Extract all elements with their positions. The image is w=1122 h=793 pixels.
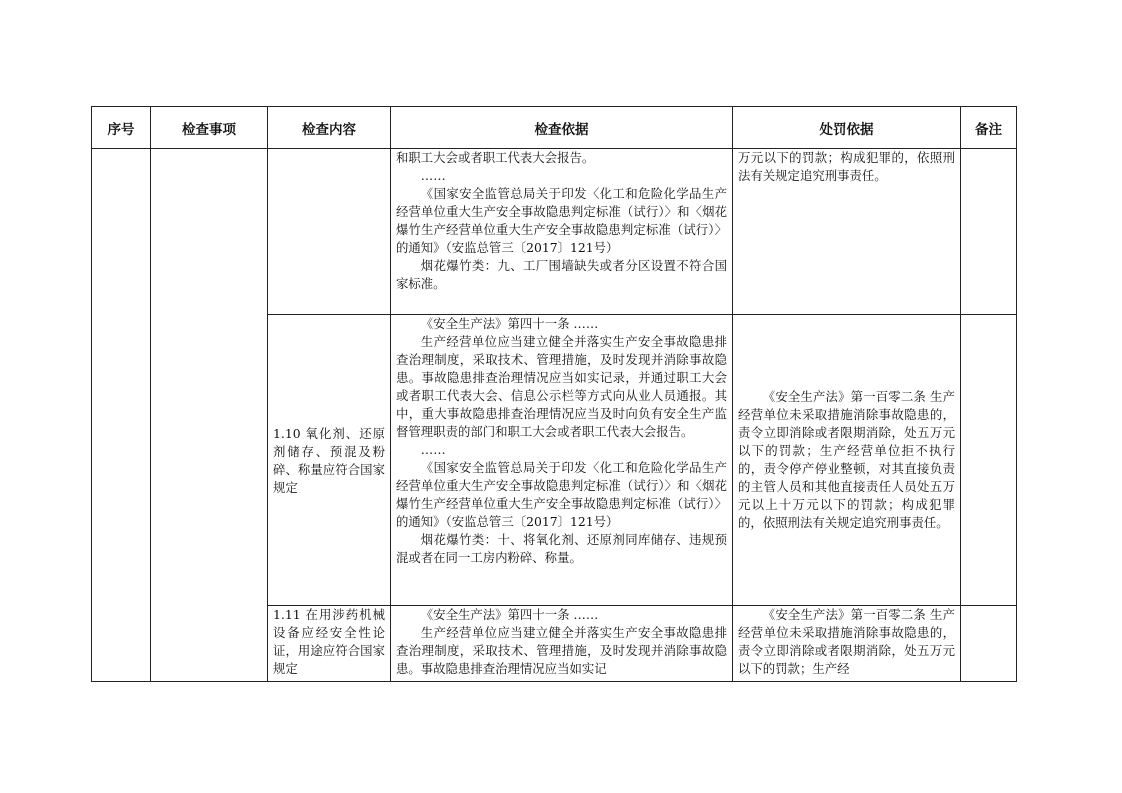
penalty-text: 万元以下的罚款；构成犯罪的，依照刑法有关规定追究刑事责任。 [738, 150, 955, 183]
penalty-basis-cell [733, 149, 961, 315]
table-header-row [92, 107, 1017, 149]
check-content-cell [268, 315, 391, 606]
basis-text: 《国家安全监管总局关于印发〈化工和危险化学品生产经营单位重大生产安全事故隐患判定标准（试行）〉和〈烟花爆竹生产经营单位重大生产安全事故隐患判定标准（试行）〉的通知》（安监总管三〔2017〕121号） [396, 186, 727, 255]
check-basis-cell [391, 149, 733, 315]
header-penalty-basis: 处罚依据 [733, 107, 961, 149]
ellipsis-text: …… [420, 442, 446, 457]
basis-text: 《国家安全监管总局关于印发〈化工和危险化学品生产经营单位重大生产安全事故隐患判定标准（试行）〉和〈烟花爆竹生产经营单位重大生产安全事故隐患判定标准（试行）〉的通知》（安监总管三〔2017〕121号） [396, 460, 727, 529]
penalty-basis-cell [733, 606, 961, 682]
check-content-text: 1.10 氧化剂、还原剂储存、预混及粉碎、称量应符合国家规定 [273, 426, 385, 495]
check-basis-cell [391, 606, 733, 682]
basis-text: 《安全生产法》第四十一条 …… [420, 607, 599, 622]
header-check-item: 检查事项 [151, 107, 268, 149]
penalty-text: 《安全生产法》第一百零二条 生产经营单位未采取措施消除事故隐患的，责令立即消除或者限期消除，处五万元以下的罚款；生产经 [738, 607, 955, 676]
basis-text: 《安全生产法》第四十一条 …… [420, 316, 599, 331]
check-item-cell [151, 149, 268, 682]
header-remarks: 备注 [961, 107, 1017, 149]
header-check-content: 检查内容 [268, 107, 391, 149]
remarks-cell [961, 149, 1017, 315]
basis-text: 烟花爆竹类：十、将氧化剂、还原剂同库储存、违规预混或者在同一工房内粉碎、称量。 [396, 532, 727, 565]
inspection-table [91, 106, 1017, 682]
remarks-cell [961, 315, 1017, 606]
check-content-text: 1.11 在用涉药机械设备应经安全性论证，用途应符合国家规定 [273, 607, 385, 676]
check-basis-cell [391, 315, 733, 606]
ellipsis-text: …… [420, 168, 446, 183]
check-content-cell [268, 149, 391, 315]
remarks-cell [961, 606, 1017, 682]
penalty-basis-cell [733, 315, 961, 606]
penalty-text: 《安全生产法》第一百零二条 生产经营单位未采取措施消除事故隐患的，责令立即消除或者限期消除，处五万元以下的罚款；生产经营单位拒不执行的，责令停产停业整顿，对其直接负责的主管人员和其他直接责任人员处五万元以上十万元以下的罚款；构成犯罪的，依照刑法有关规定追究刑事责任。 [738, 389, 955, 530]
table-row [92, 149, 1017, 315]
basis-text: 生产经营单位应当建立健全并落实生产安全事故隐患排查治理制度，采取技术、管理措施，及时发现并消除事故隐患。事故隐患排查治理情况应当如实记录，并通过职工大会或者职工代表大会、信息公示栏等方式向从业人员通报。其中，重大事故隐患排查治理情况应当及时向负有安全生产监督管理职责的部门和职工大会或者职工代表大会报告。 [396, 334, 727, 439]
check-content-cell [268, 606, 391, 682]
header-seq-no: 序号 [92, 107, 151, 149]
header-check-basis: 检查依据 [391, 107, 733, 149]
seq-no-cell [92, 149, 151, 682]
basis-text: 生产经营单位应当建立健全并落实生产安全事故隐患排查治理制度，采取技术、管理措施，及时发现并消除事故隐患。事故隐患排查治理情况应当如实记 [396, 625, 727, 676]
basis-text: 和职工大会或者职工代表大会报告。 [396, 150, 595, 165]
basis-text: 烟花爆竹类：九、工厂围墙缺失或者分区设置不符合国家标准。 [396, 258, 727, 291]
